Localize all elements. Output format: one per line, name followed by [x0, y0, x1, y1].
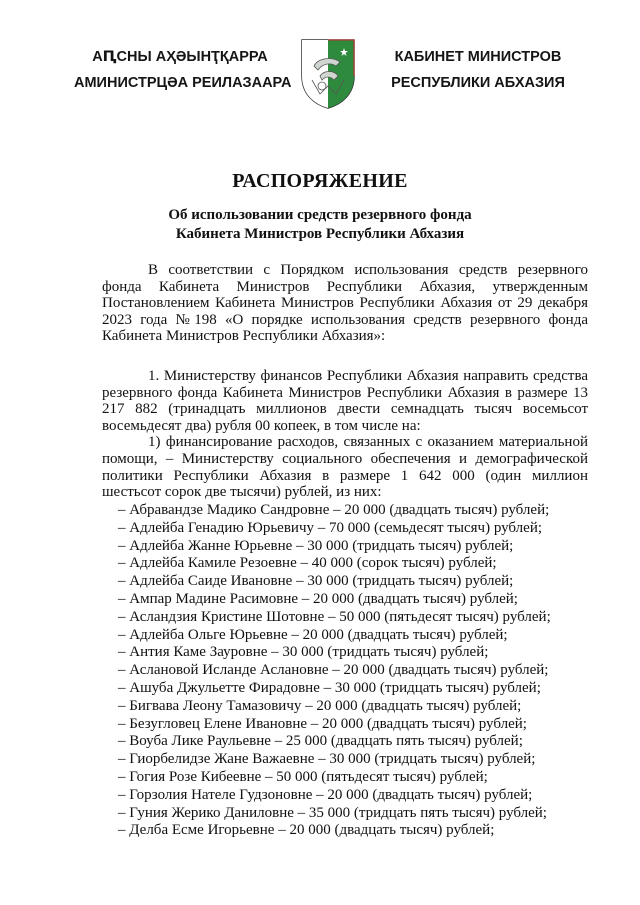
header-russian-line2: РЕСПУБЛИКИ АБХАЗИЯ [391, 75, 565, 91]
intro-text: В соответствии с Порядком использования средств резервного фонда Кабинета Министров Республики Абхазия, утвержденным Постановлением Кабинета Министров Республики Абхазия от 29 декабря 2023 года №198 «О порядке использования средств резервного фонда Кабинета Министров Республики Абхазия»: [102, 262, 588, 345]
header-russian [383, 44, 573, 96]
list-item: – Антия Каме Зауровне – 30 000 (тридцать тысяч) рублей; [118, 644, 489, 661]
list-item: – Адлейба Камиле Резоевне – 40 000 (сорок тысяч) рублей; [118, 555, 497, 572]
list-item: – Бигвава Леону Тамазовичу – 20 000 (двадцать тысяч) рублей; [118, 697, 522, 714]
list-item: – Адлейба Генадию Юрьевичу – 70 000 (семьдесят тысяч) рублей; [118, 519, 543, 536]
document-subtitle [0, 206, 640, 244]
intro-paragraph [102, 262, 588, 345]
item-1-text: 1. Министерству финансов Республики Абхазия направить средства резервного фонда Кабинета Министров Республики Абхазия в размере 13 217 882 (тринадцать миллионов двести семнадцать тысяч восемьсот восемьдесят два) рубля 00 копеек, в том числе на: [102, 368, 588, 434]
header-abkhaz-line1: АԤСНЫ АҲӘЫНҬҚАРРА [92, 49, 268, 65]
subtitle-line1: Об использовании средств резервного фонда [168, 207, 472, 223]
list-item: – Делба Есме Игорьевне – 20 000 (двадцать тысяч) рублей; [118, 822, 495, 839]
header-abkhaz-line2: АМИНИСТРЦӘА РЕИЛАЗААРА [74, 75, 292, 91]
list-item: – Адлейба Жанне Юрьевне – 30 000 (тридцать тысяч) рублей; [118, 537, 514, 554]
list-item: – Безугловец Елене Ивановне – 20 000 (двадцать тысяч) рублей; [118, 715, 527, 732]
list-item: – Адлейба Ольге Юрьевне – 20 000 (двадцать тысяч) рублей; [118, 626, 508, 643]
list-item: – Асландзия Кристине Шотовне – 50 000 (пятьдесят тысяч) рублей; [118, 608, 551, 625]
list-item: – Воуба Лике Раульевне – 25 000 (двадцать пять тысяч) рублей; [118, 733, 523, 750]
subtitle-line2: Кабинета Министров Республики Абхазия [175, 226, 465, 242]
list-item: – Адлейба Саиде Ивановне – 30 000 (тридцать тысяч) рублей; [118, 573, 514, 590]
list-item: – Абравандзе Мадико Сандровне – 20 000 (двадцать тысяч) рублей; [118, 502, 550, 518]
list-item: – Гуния Жерико Даниловне – 35 000 (тридцать пять тысяч) рублей; [118, 804, 547, 821]
header-russian-line1: КАБИНЕТ МИНИСТРОВ [394, 49, 562, 65]
list-item: – Гогия Розе Кибеевне – 50 000 (пятьдесят тысяч) рублей; [118, 768, 488, 785]
document-title: РАСПОРЯЖЕНИЕ [232, 170, 408, 192]
recipients-list [118, 502, 598, 840]
list-item: – Горзолия Нателе Гудзоновне – 20 000 (двадцать тысяч) рублей; [118, 786, 533, 803]
list-item: – Ампар Мадине Расимовне – 20 000 (двадцать тысяч) рублей; [118, 590, 518, 607]
coat-of-arms-icon [298, 36, 358, 110]
list-item: – Гиорбелидзе Жане Важаевне – 30 000 (тридцать тысяч) рублей; [118, 751, 536, 768]
list-item: – Аслановой Исланде Аслановне – 20 000 (двадцать тысяч) рублей; [118, 662, 549, 679]
header-abkhaz [74, 44, 292, 96]
subitem-1-text: 1) финансирование расходов, связанных с оказанием материальной помощи, – Министерству социального обеспечения и демографической политики Республики Абхазия в размере 1 642 000 (один миллион шестьсот сорок две тысячи) рублей, из них: [102, 434, 588, 501]
list-item: – Ашуба Джульетте Фирадовне – 30 000 (тридцать тысяч) рублей; [118, 679, 541, 696]
item-1 [102, 368, 588, 501]
